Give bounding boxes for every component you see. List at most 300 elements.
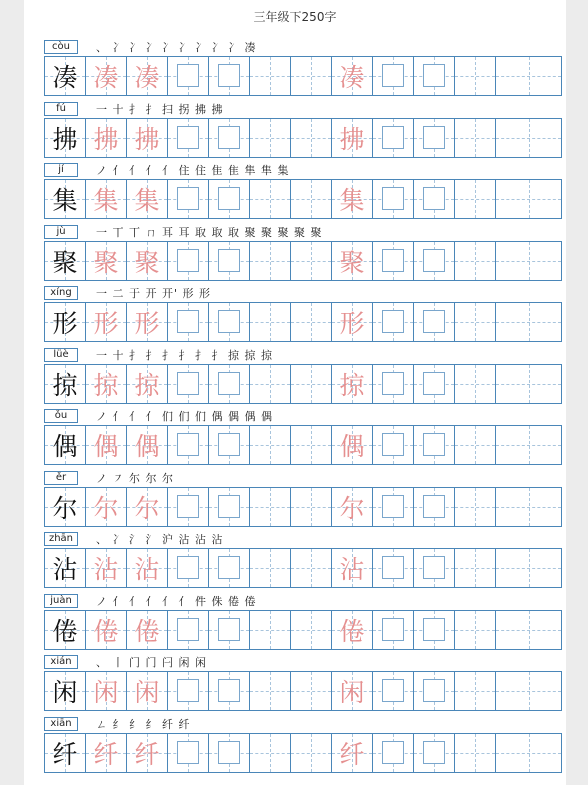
practice-cell[interactable]	[209, 672, 250, 710]
practice-cell[interactable]	[496, 57, 561, 95]
guide-line-horizontal	[250, 261, 290, 262]
practice-cell[interactable]	[291, 611, 332, 649]
practice-cell[interactable]	[291, 488, 332, 526]
inner-square	[423, 249, 445, 272]
guide-line-horizontal	[496, 199, 561, 200]
practice-cell[interactable]	[250, 426, 291, 464]
trace-character: 倦	[93, 616, 119, 646]
guide-line-horizontal	[496, 630, 561, 631]
practice-cell[interactable]	[127, 549, 168, 587]
practice-cell[interactable]	[496, 242, 561, 280]
practice-cell[interactable]	[86, 734, 127, 772]
inner-square	[218, 741, 240, 764]
trace-character: 闲	[339, 678, 365, 707]
model-character: 沾	[52, 555, 78, 584]
practice-cell[interactable]	[414, 549, 455, 587]
practice-cell[interactable]	[373, 734, 414, 772]
practice-cell[interactable]	[45, 672, 86, 710]
practice-cell[interactable]	[373, 611, 414, 649]
practice-cell[interactable]	[209, 734, 250, 772]
practice-cell[interactable]	[291, 180, 332, 218]
practice-cell[interactable]	[168, 365, 209, 403]
practice-cell[interactable]	[168, 549, 209, 587]
guide-line-horizontal	[250, 138, 290, 139]
pinyin-label: ǒu	[44, 409, 78, 423]
practice-cell[interactable]	[86, 303, 127, 341]
practice-cell[interactable]	[332, 549, 373, 587]
practice-grid	[44, 364, 562, 404]
guide-line-horizontal	[250, 76, 290, 77]
practice-cell[interactable]	[291, 242, 332, 280]
pinyin-label: xián	[44, 655, 78, 669]
practice-cell[interactable]	[373, 488, 414, 526]
guide-line-horizontal	[250, 568, 290, 569]
trace-character: 闲	[93, 678, 119, 707]
trace-character: 拂	[134, 124, 160, 154]
practice-grid	[44, 548, 562, 588]
page-title: 三年级下250字	[253, 10, 337, 24]
practice-cell[interactable]	[168, 303, 209, 341]
practice-cell[interactable]	[127, 303, 168, 341]
practice-cell[interactable]	[455, 303, 496, 341]
practice-grid	[44, 241, 562, 281]
guide-line-horizontal	[291, 199, 331, 200]
guide-line-horizontal	[250, 199, 290, 200]
practice-cell[interactable]	[414, 303, 455, 341]
guide-line-horizontal	[455, 753, 495, 754]
inner-square	[177, 372, 199, 395]
practice-cell[interactable]	[373, 549, 414, 587]
practice-cell[interactable]	[373, 672, 414, 710]
practice-cell[interactable]	[209, 611, 250, 649]
practice-cell[interactable]	[455, 57, 496, 95]
practice-cell[interactable]	[45, 365, 86, 403]
practice-cell[interactable]	[86, 119, 127, 157]
trace-character: 纤	[134, 739, 160, 769]
practice-cell[interactable]	[127, 488, 168, 526]
model-character: 集	[52, 186, 78, 215]
practice-cell[interactable]	[414, 672, 455, 710]
practice-cell[interactable]	[168, 488, 209, 526]
model-character: 拂	[52, 124, 78, 154]
practice-cell[interactable]	[86, 180, 127, 218]
character-entry	[44, 40, 562, 100]
inner-square	[218, 187, 240, 210]
guide-line-horizontal	[291, 445, 331, 446]
inner-square	[218, 310, 240, 333]
practice-cell[interactable]	[291, 365, 332, 403]
pinyin-label: jí	[44, 163, 78, 177]
practice-cell[interactable]	[86, 672, 127, 710]
practice-cell[interactable]	[332, 611, 373, 649]
inner-square	[382, 249, 404, 272]
practice-cell[interactable]	[414, 180, 455, 218]
practice-cell[interactable]	[86, 242, 127, 280]
practice-cell[interactable]	[291, 426, 332, 464]
practice-cell[interactable]	[250, 242, 291, 280]
guide-line-horizontal	[291, 691, 331, 692]
guide-line-horizontal	[291, 261, 331, 262]
guide-line-horizontal	[496, 76, 561, 77]
practice-cell[interactable]	[168, 426, 209, 464]
practice-cell[interactable]	[414, 119, 455, 157]
character-entry	[44, 409, 562, 469]
practice-cell[interactable]	[168, 57, 209, 95]
guide-line-horizontal	[496, 691, 561, 692]
trace-character: 集	[339, 186, 365, 215]
practice-cell[interactable]	[496, 611, 561, 649]
practice-cell[interactable]	[496, 426, 561, 464]
practice-cell[interactable]	[496, 365, 561, 403]
practice-cell[interactable]	[86, 549, 127, 587]
practice-cell[interactable]	[209, 242, 250, 280]
practice-cell[interactable]	[250, 488, 291, 526]
practice-cell[interactable]	[373, 426, 414, 464]
practice-cell[interactable]	[45, 303, 86, 341]
practice-cell[interactable]	[250, 611, 291, 649]
practice-cell[interactable]	[496, 119, 561, 157]
practice-cell[interactable]	[250, 734, 291, 772]
practice-cell[interactable]	[455, 426, 496, 464]
trace-character: 形	[134, 309, 160, 338]
inner-square	[177, 679, 199, 702]
pinyin-label: zhān	[44, 532, 78, 546]
inner-square	[218, 64, 240, 87]
guide-line-horizontal	[291, 322, 331, 323]
stroke-order: 、 丨 门 门 闩 闲 闲	[96, 656, 207, 669]
guide-line-horizontal	[455, 76, 495, 77]
trace-character: 聚	[134, 247, 160, 277]
practice-cell[interactable]	[127, 426, 168, 464]
inner-square	[423, 310, 445, 333]
stroke-order: 、 冫 冫 冫 冫 冫 冫 冫 冫 凑	[96, 41, 257, 54]
inner-square	[423, 618, 445, 641]
trace-character: 集	[93, 186, 119, 215]
stroke-order: ノ ㇇ 尓 尔 尔	[96, 471, 174, 485]
inner-square	[177, 433, 199, 456]
inner-square	[423, 495, 445, 518]
practice-cell[interactable]	[496, 734, 561, 772]
trace-character: 沾	[93, 555, 119, 584]
guide-line-horizontal	[291, 507, 331, 508]
practice-grid	[44, 179, 562, 219]
character-entry	[44, 717, 562, 777]
practice-cell[interactable]	[291, 57, 332, 95]
practice-cell[interactable]	[332, 734, 373, 772]
trace-character: 凑	[134, 63, 160, 92]
character-entry	[44, 286, 562, 346]
practice-cell[interactable]	[45, 734, 86, 772]
guide-line-horizontal	[455, 445, 495, 446]
worksheet-page	[24, 0, 566, 785]
guide-line-horizontal	[496, 568, 561, 569]
practice-cell[interactable]	[209, 119, 250, 157]
model-character: 纤	[52, 739, 78, 769]
inner-square	[177, 741, 199, 764]
inner-square	[382, 187, 404, 210]
trace-character: 尔	[339, 493, 365, 523]
inner-square	[218, 372, 240, 395]
practice-grid	[44, 610, 562, 650]
inner-square	[382, 679, 404, 702]
character-entry	[44, 471, 562, 531]
practice-cell[interactable]	[45, 57, 86, 95]
practice-cell[interactable]	[250, 303, 291, 341]
practice-cell[interactable]	[291, 549, 332, 587]
stroke-order: ノ 亻 亻 亻 们 们 们 偶 偶 偶 偶	[96, 410, 273, 423]
model-character: 凑	[52, 63, 78, 92]
practice-cell[interactable]	[414, 365, 455, 403]
practice-cell[interactable]	[496, 303, 561, 341]
practice-cell[interactable]	[209, 57, 250, 95]
practice-cell[interactable]	[209, 426, 250, 464]
practice-cell[interactable]	[332, 426, 373, 464]
trace-character: 形	[339, 309, 365, 338]
practice-cell[interactable]	[414, 57, 455, 95]
stroke-order: ㄥ 纟 纟 纟 纤 纤	[96, 717, 191, 731]
practice-cell[interactable]	[496, 549, 561, 587]
practice-cell[interactable]	[209, 365, 250, 403]
practice-cell[interactable]	[127, 242, 168, 280]
inner-square	[382, 433, 404, 456]
practice-cell[interactable]	[209, 180, 250, 218]
practice-cell[interactable]	[250, 549, 291, 587]
guide-line-horizontal	[496, 138, 561, 139]
practice-cell[interactable]	[496, 488, 561, 526]
trace-character: 掠	[134, 370, 160, 400]
practice-cell[interactable]	[414, 734, 455, 772]
practice-cell[interactable]	[168, 180, 209, 218]
practice-cell[interactable]	[455, 611, 496, 649]
practice-cell[interactable]	[332, 365, 373, 403]
trace-character: 倦	[134, 616, 160, 646]
practice-cell[interactable]	[373, 180, 414, 218]
character-entry	[44, 225, 562, 285]
practice-cell[interactable]	[250, 119, 291, 157]
practice-cell[interactable]	[168, 734, 209, 772]
trace-character: 纤	[339, 739, 365, 769]
practice-cell[interactable]	[455, 488, 496, 526]
guide-line-horizontal	[455, 691, 495, 692]
pinyin-label: fú	[44, 102, 78, 116]
inner-square	[423, 679, 445, 702]
practice-cell[interactable]	[414, 426, 455, 464]
practice-cell[interactable]	[127, 57, 168, 95]
practice-cell[interactable]	[250, 672, 291, 710]
practice-cell[interactable]	[127, 611, 168, 649]
guide-line-horizontal	[291, 753, 331, 754]
practice-cell[interactable]	[127, 672, 168, 710]
pinyin-label: xiān	[44, 717, 78, 731]
guide-line-horizontal	[291, 630, 331, 631]
inner-square	[382, 126, 404, 149]
inner-square	[423, 126, 445, 149]
practice-cell[interactable]	[86, 488, 127, 526]
practice-cell[interactable]	[168, 611, 209, 649]
stroke-order: 、 冫 氵 氵 沪 沾 沾 沾	[96, 533, 224, 546]
practice-cell[interactable]	[455, 549, 496, 587]
stroke-order: ノ 亻 亻 亻 亻 亻 件 侏 倦 倦	[96, 594, 257, 608]
practice-cell[interactable]	[127, 119, 168, 157]
trace-character: 凑	[93, 63, 119, 92]
inner-square	[382, 741, 404, 764]
practice-cell[interactable]	[414, 611, 455, 649]
trace-character: 拂	[339, 124, 365, 154]
practice-cell[interactable]	[127, 180, 168, 218]
practice-cell[interactable]	[455, 242, 496, 280]
guide-line-horizontal	[496, 445, 561, 446]
trace-character: 倦	[339, 616, 365, 646]
pinyin-label: còu	[44, 40, 78, 54]
practice-cell[interactable]	[168, 672, 209, 710]
practice-cell[interactable]	[209, 488, 250, 526]
inner-square	[177, 249, 199, 272]
practice-cell[interactable]	[455, 119, 496, 157]
practice-cell[interactable]	[373, 57, 414, 95]
practice-cell[interactable]	[168, 119, 209, 157]
practice-cell[interactable]	[291, 734, 332, 772]
pinyin-label: ěr	[44, 471, 78, 485]
trace-character: 集	[134, 186, 160, 215]
practice-cell[interactable]	[127, 734, 168, 772]
practice-grid	[44, 118, 562, 158]
practice-cell[interactable]	[373, 242, 414, 280]
practice-cell[interactable]	[332, 180, 373, 218]
stroke-order: ノ 亻 亻 亻 亻 住 住 隹 隹 隼 隼 集	[96, 164, 290, 177]
trace-character: 拂	[93, 124, 119, 154]
guide-line-horizontal	[496, 507, 561, 508]
guide-line-horizontal	[291, 568, 331, 569]
practice-grid	[44, 733, 562, 773]
inner-square	[423, 433, 445, 456]
guide-line-horizontal	[455, 630, 495, 631]
inner-square	[218, 126, 240, 149]
practice-cell[interactable]	[455, 672, 496, 710]
inner-square	[423, 372, 445, 395]
practice-grid	[44, 56, 562, 96]
practice-cell[interactable]	[250, 365, 291, 403]
practice-cell[interactable]	[291, 303, 332, 341]
inner-square	[177, 126, 199, 149]
guide-line-horizontal	[496, 753, 561, 754]
practice-cell[interactable]	[414, 488, 455, 526]
practice-cell[interactable]	[86, 57, 127, 95]
practice-grid	[44, 671, 562, 711]
stroke-order: 一 丅 丅 ㄇ 耳 耳 取 取 取 聚 聚 聚 聚 聚	[96, 225, 323, 239]
practice-cell[interactable]	[45, 242, 86, 280]
inner-square	[177, 556, 199, 579]
practice-cell[interactable]	[455, 734, 496, 772]
inner-square	[218, 433, 240, 456]
character-entry	[44, 655, 562, 715]
inner-square	[382, 310, 404, 333]
model-character: 掠	[52, 370, 78, 400]
practice-cell[interactable]	[209, 303, 250, 341]
practice-cell[interactable]	[291, 119, 332, 157]
guide-line-horizontal	[455, 568, 495, 569]
character-entry	[44, 102, 562, 162]
model-character: 聚	[52, 247, 78, 277]
guide-line-horizontal	[455, 384, 495, 385]
practice-cell[interactable]	[496, 180, 561, 218]
practice-cell[interactable]	[496, 672, 561, 710]
practice-cell[interactable]	[45, 180, 86, 218]
practice-grid	[44, 487, 562, 527]
practice-cell[interactable]	[45, 611, 86, 649]
practice-cell[interactable]	[127, 365, 168, 403]
practice-cell[interactable]	[332, 119, 373, 157]
inner-square	[382, 64, 404, 87]
character-entry	[44, 532, 562, 592]
guide-line-horizontal	[250, 445, 290, 446]
practice-cell[interactable]	[455, 365, 496, 403]
inner-square	[382, 556, 404, 579]
practice-cell[interactable]	[332, 672, 373, 710]
practice-cell[interactable]	[86, 611, 127, 649]
pinyin-label: xíng	[44, 286, 78, 300]
practice-cell[interactable]	[414, 242, 455, 280]
practice-cell[interactable]	[373, 303, 414, 341]
practice-cell[interactable]	[291, 672, 332, 710]
guide-line-horizontal	[250, 507, 290, 508]
guide-line-horizontal	[455, 322, 495, 323]
practice-cell[interactable]	[373, 365, 414, 403]
practice-cell[interactable]	[168, 242, 209, 280]
model-character: 闲	[52, 678, 78, 707]
inner-square	[423, 741, 445, 764]
practice-grid	[44, 425, 562, 465]
practice-cell[interactable]	[209, 549, 250, 587]
practice-cell[interactable]	[45, 488, 86, 526]
practice-cell[interactable]	[332, 303, 373, 341]
practice-cell[interactable]	[45, 119, 86, 157]
inner-square	[423, 187, 445, 210]
inner-square	[177, 618, 199, 641]
model-character: 倦	[52, 616, 78, 646]
inner-square	[218, 618, 240, 641]
trace-character: 形	[93, 309, 119, 338]
guide-line-horizontal	[250, 630, 290, 631]
practice-cell[interactable]	[86, 426, 127, 464]
trace-character: 聚	[93, 247, 119, 277]
trace-character: 凑	[339, 63, 365, 92]
practice-cell[interactable]	[250, 180, 291, 218]
inner-square	[177, 495, 199, 518]
inner-square	[382, 618, 404, 641]
trace-character: 偶	[134, 432, 160, 461]
practice-cell[interactable]	[332, 57, 373, 95]
practice-cell[interactable]	[86, 365, 127, 403]
guide-line-horizontal	[291, 138, 331, 139]
practice-cell[interactable]	[373, 119, 414, 157]
guide-line-horizontal	[250, 691, 290, 692]
guide-line-horizontal	[291, 76, 331, 77]
pinyin-label: jù	[44, 225, 78, 239]
character-entry	[44, 163, 562, 223]
practice-cell[interactable]	[332, 242, 373, 280]
practice-cell[interactable]	[45, 549, 86, 587]
practice-cell[interactable]	[45, 426, 86, 464]
practice-cell[interactable]	[332, 488, 373, 526]
practice-cell[interactable]	[250, 57, 291, 95]
guide-line-horizontal	[496, 384, 561, 385]
guide-line-horizontal	[250, 322, 290, 323]
guide-line-horizontal	[496, 322, 561, 323]
model-character: 形	[52, 309, 78, 338]
practice-cell[interactable]	[455, 180, 496, 218]
character-entry	[44, 594, 562, 654]
trace-character: 尔	[134, 493, 160, 523]
